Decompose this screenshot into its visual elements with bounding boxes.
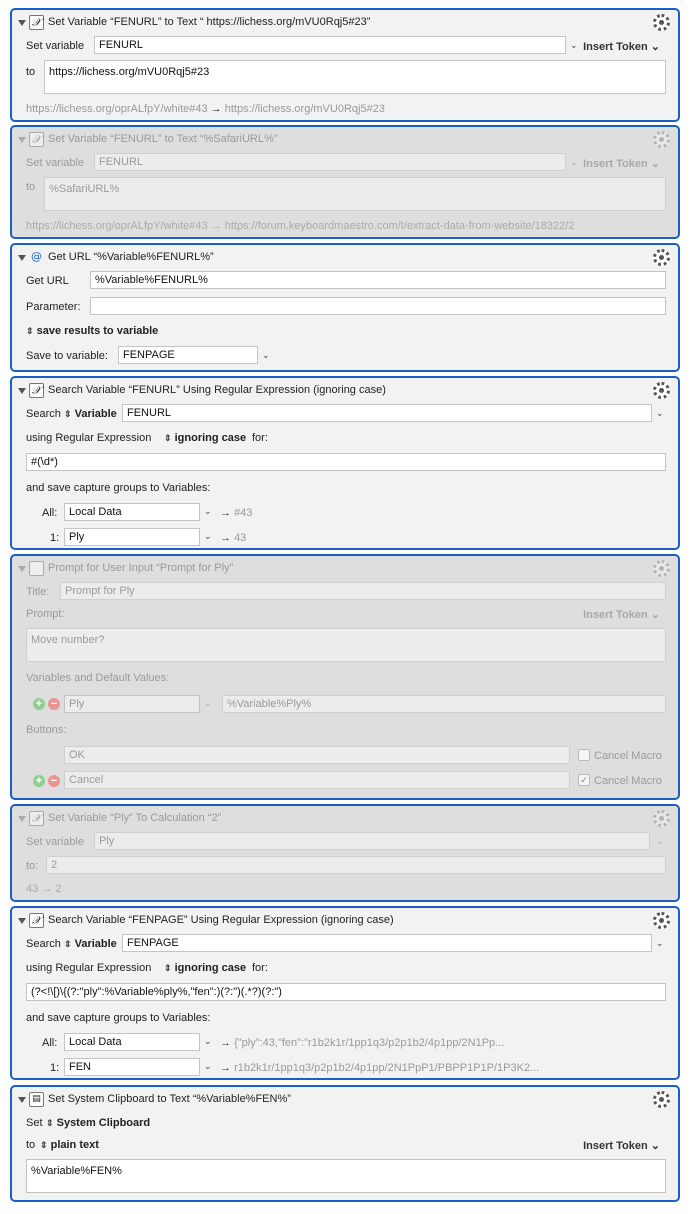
variable-name-field[interactable]: FENURL — [122, 404, 652, 422]
to-label: to — [26, 1139, 36, 1151]
disclosure-triangle-icon[interactable] — [18, 137, 26, 143]
insert-token-label: Insert Token — [583, 1140, 648, 1152]
result-preview — [26, 220, 574, 232]
all-result — [220, 507, 252, 519]
disclosure-triangle-icon[interactable] — [18, 1097, 26, 1103]
result-preview — [26, 883, 62, 895]
all-label: All: — [42, 1037, 58, 1049]
save-to-label: Save to variable: — [26, 350, 108, 362]
using-regex-label: using Regular Expression — [26, 432, 152, 444]
all-variable-field[interactable]: Local Data — [64, 503, 200, 521]
button2-field[interactable]: Cancel — [64, 771, 570, 789]
add-icon[interactable]: + — [33, 698, 45, 710]
for-label: for: — [252, 962, 268, 974]
save-mode-label: save results to variable — [36, 325, 159, 337]
action-title: Set Variable “FENURL” to Text “ https://lichess.org/mVU0Rqj5#23” — [48, 16, 371, 28]
gear-icon[interactable] — [653, 131, 670, 148]
chevron-down-icon[interactable]: ⌄ — [204, 531, 212, 541]
updown-icon: ⇕ — [64, 409, 72, 419]
all-result-value: {"ply":43,"fen":"r1b2k1r/1pp1q3/p2p1b2/4p1pp/2N1Pp... — [234, 1037, 505, 1049]
variable-x-icon: 𝒳 — [29, 15, 44, 30]
format-label: plain text — [50, 1139, 99, 1151]
at-sign-icon: @ — [31, 250, 42, 263]
action-title: Set Variable “Ply” To Calculation “2” — [48, 812, 222, 824]
variable-name-field[interactable]: Ply — [64, 695, 200, 713]
updown-icon: ⇕ — [164, 963, 172, 973]
disclosure-triangle-icon[interactable] — [18, 816, 26, 822]
to-label: to: — [26, 860, 39, 872]
text-field[interactable]: %SafariURL% — [44, 177, 666, 211]
result-to: https://forum.keyboardmaestro.com/t/extract-data-from-website/18322/2 — [224, 220, 575, 232]
save-mode-popup[interactable] — [26, 325, 158, 337]
remove-icon[interactable]: − — [48, 698, 60, 710]
title-field[interactable]: Prompt for Ply — [60, 582, 666, 600]
action-set-variable-fenurl-safari[interactable] — [10, 125, 680, 239]
insert-token-button[interactable]: Insert Token ⌄ — [583, 609, 660, 621]
group1-result — [220, 532, 246, 544]
capture-groups-label: and save capture groups to Variables: — [26, 1012, 211, 1024]
parameter-label: Parameter: — [26, 301, 81, 313]
insert-token-label: Insert Token — [583, 41, 648, 53]
arrow-icon: → — [220, 507, 231, 519]
result-to: https://lichess.org/mVU0Rqj5#23 — [224, 103, 385, 115]
window-icon — [29, 561, 44, 576]
result-preview — [26, 103, 385, 115]
group1-variable-field[interactable]: FEN — [64, 1058, 200, 1076]
save-to-variable-field[interactable]: FENPAGE — [118, 346, 258, 364]
clipboard-text-field[interactable]: %Variable%FEN% — [26, 1159, 666, 1193]
action-search-variable-fenurl[interactable] — [10, 376, 680, 550]
for-label: for: — [252, 432, 268, 444]
disclosure-triangle-icon[interactable] — [18, 566, 26, 572]
action-title: Set Variable “FENURL” to Text “%SafariURL%” — [48, 133, 278, 145]
arrow-icon: → — [210, 220, 222, 232]
clipboard-icon: ▤ — [29, 1092, 44, 1107]
updown-icon: ⇕ — [64, 939, 72, 949]
arrow-icon: → — [41, 883, 53, 895]
action-title: Set System Clipboard to Text “%Variable%FEN%” — [48, 1093, 291, 1105]
result-from: https://lichess.org/oprALfpY/white#43 — [26, 220, 208, 232]
variable-name-field[interactable]: FENPAGE — [122, 934, 652, 952]
gear-icon[interactable] — [653, 249, 670, 266]
variable-name-field[interactable]: FENURL — [94, 36, 566, 54]
source-label: Variable — [74, 938, 117, 950]
using-regex-label: using Regular Expression — [26, 962, 152, 974]
parameter-field[interactable] — [90, 297, 666, 315]
button1-field[interactable]: OK — [64, 746, 570, 764]
action-search-variable-fenpage[interactable] — [10, 906, 680, 1080]
chevron-down-icon[interactable]: ⌄ — [204, 698, 212, 708]
disclosure-triangle-icon[interactable] — [18, 255, 26, 261]
gear-icon[interactable] — [653, 382, 670, 399]
action-set-variable-fenurl-text[interactable] — [10, 8, 680, 122]
variable-x-icon: 𝒳 — [29, 383, 44, 398]
arrow-icon: → — [220, 532, 231, 544]
source-label: Variable — [74, 408, 117, 420]
set-variable-label: Set variable — [26, 157, 85, 169]
case-mode-label: ignoring case — [174, 432, 247, 444]
case-mode-popup[interactable] — [164, 432, 246, 444]
action-title: Get URL “%Variable%FENURL%” — [48, 251, 214, 263]
chevron-down-icon[interactable]: ⌄ — [204, 1036, 212, 1046]
source-popup[interactable] — [64, 408, 117, 420]
updown-icon: ⇕ — [40, 1140, 48, 1150]
group1-result — [220, 1062, 539, 1074]
updown-icon: ⇕ — [164, 433, 172, 443]
cancel-macro-checkbox-1[interactable] — [578, 749, 590, 761]
action-title: Search Variable “FENURL” Using Regular Expression (ignoring case) — [48, 384, 386, 396]
gear-icon[interactable] — [653, 810, 670, 827]
action-prompt-for-user-input[interactable] — [10, 554, 680, 800]
cancel-macro-checkbox-2[interactable]: ✓ — [578, 774, 590, 786]
capture-groups-label: and save capture groups to Variables: — [26, 482, 211, 494]
case-mode-label: ignoring case — [174, 962, 247, 974]
prompt-label: Prompt: — [26, 608, 65, 620]
insert-token-button[interactable]: Insert Token ⌄ — [583, 158, 660, 170]
cancel-macro-label-2: Cancel Macro — [594, 775, 662, 787]
insert-token-label: Insert Token — [583, 609, 648, 621]
action-title: Prompt for User Input “Prompt for Ply” — [48, 562, 234, 574]
arrow-icon: → — [220, 1037, 231, 1049]
source-popup[interactable] — [64, 938, 117, 950]
all-result-value: #43 — [234, 507, 253, 519]
gear-icon[interactable] — [653, 1091, 670, 1108]
to-label: to — [26, 181, 36, 193]
insert-token-button[interactable]: Insert Token ⌄ — [583, 41, 660, 53]
cancel-macro-label-1: Cancel Macro — [594, 750, 662, 762]
chevron-down-icon[interactable]: ⌄ — [656, 836, 664, 846]
chevron-down-icon[interactable]: ⌄ — [656, 938, 664, 948]
disclosure-triangle-icon[interactable] — [18, 388, 26, 394]
chevron-down-icon[interactable]: ⌄ — [570, 157, 578, 167]
format-popup[interactable] — [40, 1139, 99, 1151]
result-to: 2 — [55, 883, 62, 895]
clipboard-target-label: System Clipboard — [56, 1117, 151, 1129]
result-from: 43 — [26, 883, 39, 895]
action-get-url[interactable] — [10, 243, 680, 372]
search-label: Search — [26, 938, 61, 950]
set-label: Set — [26, 1117, 43, 1129]
action-set-variable-ply-calculation[interactable] — [10, 804, 680, 902]
chevron-down-icon[interactable]: ⌄ — [204, 506, 212, 516]
gear-icon[interactable] — [653, 14, 670, 31]
to-label: to — [26, 66, 36, 78]
get-url-label: Get URL — [26, 275, 69, 287]
prompt-field[interactable]: Move number? — [26, 628, 666, 662]
all-result — [220, 1037, 504, 1049]
regex-field[interactable]: (?<!\[)\{(?:"ply":%Variable%ply%,"fen":)(?:")(.*?)(?:") — [26, 983, 666, 1001]
group1-label: 1: — [50, 532, 60, 544]
add-icon[interactable]: + — [33, 775, 45, 787]
all-variable-field[interactable]: Local Data — [64, 1033, 200, 1051]
calculation-field[interactable]: 2 — [46, 856, 666, 874]
chevron-down-icon[interactable]: ⌄ — [262, 350, 270, 360]
arrow-icon: → — [220, 1062, 231, 1074]
chevron-down-icon[interactable]: ⌄ — [656, 408, 664, 418]
set-variable-label: Set variable — [26, 40, 85, 52]
disclosure-triangle-icon[interactable] — [18, 20, 26, 26]
chevron-down-icon[interactable]: ⌄ — [570, 40, 578, 50]
default-value-field[interactable]: %Variable%Ply% — [222, 695, 666, 713]
regex-field[interactable]: #(\d*) — [26, 453, 666, 471]
gear-icon[interactable] — [653, 912, 670, 929]
text-field[interactable]: https://lichess.org/mVU0Rqj5#23 — [44, 60, 666, 94]
gear-icon[interactable] — [653, 560, 670, 577]
search-label: Search — [26, 408, 61, 420]
group1-label: 1: — [50, 1062, 60, 1074]
disclosure-triangle-icon[interactable] — [18, 918, 26, 924]
variables-label: Variables and Default Values: — [26, 672, 170, 684]
insert-token-label: Insert Token — [583, 158, 648, 170]
variable-x-icon: 𝒳 — [29, 811, 44, 826]
buttons-label: Buttons: — [26, 724, 67, 736]
updown-icon: ⇕ — [46, 1118, 54, 1128]
url-field[interactable]: %Variable%FENURL% — [90, 271, 666, 289]
group1-result-value: r1b2k1r/1pp1q3/p2p1b2/4p1pp/2N1PpP1/PBPP1P1P/1P3K2... — [234, 1062, 540, 1074]
action-set-system-clipboard[interactable] — [10, 1085, 680, 1202]
group1-variable-field[interactable]: Ply — [64, 528, 200, 546]
variable-x-icon: 𝒳 — [29, 132, 44, 147]
result-from: https://lichess.org/oprALfpY/white#43 — [26, 103, 208, 115]
updown-icon: ⇕ — [26, 326, 34, 336]
remove-icon[interactable]: − — [48, 775, 60, 787]
action-title: Search Variable “FENPAGE” Using Regular Expression (ignoring case) — [48, 914, 394, 926]
clipboard-target-popup[interactable] — [46, 1117, 150, 1129]
set-variable-label: Set variable — [26, 836, 85, 848]
variable-name-field[interactable]: FENURL — [94, 153, 566, 171]
variable-x-icon: 𝒳 — [29, 913, 44, 928]
group1-result-value: 43 — [234, 532, 247, 544]
variable-name-field[interactable]: Ply — [94, 832, 650, 850]
insert-token-button[interactable]: Insert Token ⌄ — [583, 1140, 660, 1152]
case-mode-popup[interactable] — [164, 962, 246, 974]
all-label: All: — [42, 507, 58, 519]
chevron-down-icon[interactable]: ⌄ — [204, 1061, 212, 1071]
arrow-icon: → — [210, 103, 222, 115]
title-label: Title: — [26, 586, 50, 598]
